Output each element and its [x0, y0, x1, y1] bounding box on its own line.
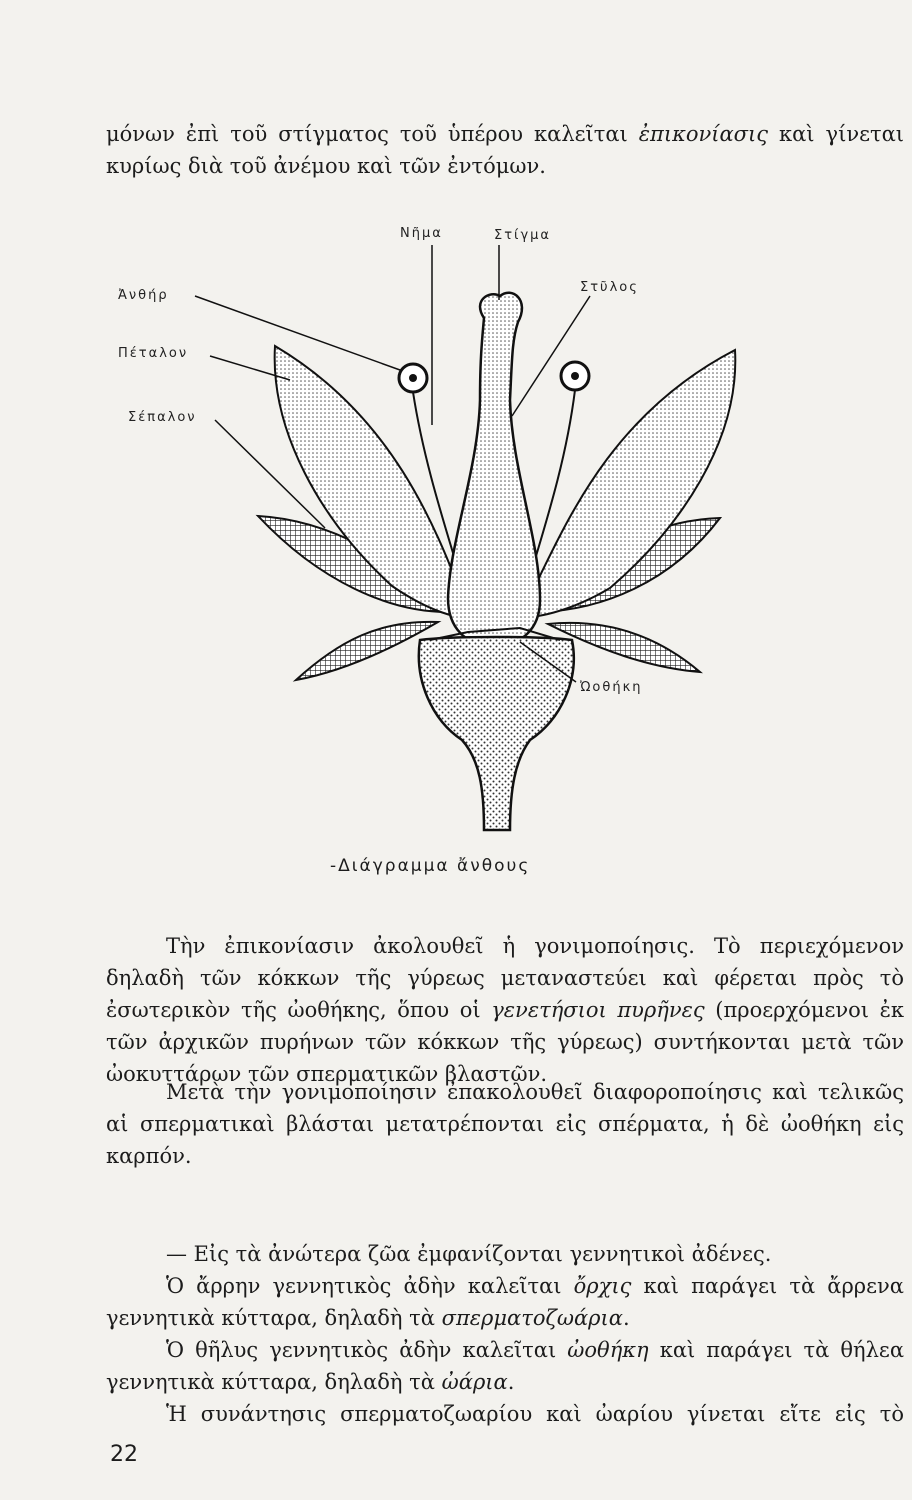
figure-caption: -Διάγραμμα ἄνθους — [330, 856, 531, 876]
label-nema: Νῆμα — [400, 226, 443, 241]
text-run: Ὁ ἄρρην γεννητικὸς ἀδὴν καλεῖται — [166, 1274, 574, 1298]
label-sepalon: Σέπαλον — [128, 410, 197, 425]
label-petalon: Πέταλον — [118, 346, 189, 361]
paragraph-female-gland — [106, 1334, 904, 1398]
paragraph-differentiation: Μετὰ τὴν γονιμοποίησιν ἐπακολουθεῖ διαφοροποίησις καὶ τελικῶς αἱ σπερματικαὶ βλάσται μετατρέπονται εἰς σπέρματα, ἡ δὲ ὠοθήκη εἰς καρπόν. — [106, 1080, 904, 1168]
text-run: . — [507, 1370, 515, 1394]
term-epikoniasis: ἐπικονίασις — [638, 122, 769, 146]
text-run: μόνων ἐπὶ τοῦ στίγματος τοῦ ὑπέρου καλεῖται — [106, 122, 639, 146]
label-oothiki: Ὠοθήκη — [580, 680, 643, 695]
term-ova: ὠάρια — [441, 1370, 508, 1394]
label-stigma: Στίγμα — [494, 228, 551, 243]
term-spermatozoa: σπερματοζωάρια — [441, 1306, 623, 1330]
term-genetic-nuclei: γενετήσιοι πυρῆνες — [491, 998, 705, 1022]
paragraph-male-gland — [106, 1270, 904, 1334]
label-stylos: Στῦλος — [580, 280, 639, 295]
text-run: . — [622, 1306, 630, 1330]
text-run: Ὁ θῆλυς γεννητικὸς ἀδὴν καλεῖται — [166, 1338, 568, 1362]
sepal-far-left — [296, 622, 438, 680]
text-run: καὶ παράγει τὰ ἄρρενα γεννητικὰ κύτταρα, δηλαδὴ τὰ — [106, 1274, 904, 1330]
term-oothiki: ὠοθήκη — [567, 1338, 649, 1362]
page-number: 22 — [110, 1442, 138, 1467]
text-run: (προερχόμενοι ἐκ τῶν ἀρχικῶν πυρήνων τῶν κόκκων τῆς γύρεως) συντήκονται μετὰ τῶν ὠοκυττάρων τῶν σπερματικῶν βλαστῶν. — [106, 998, 905, 1086]
top-paragraph-line2: κυρίως διὰ τοῦ ἀνέμου καὶ τῶν ἐντόμων. — [106, 154, 546, 178]
text-run: καὶ παράγει τὰ θήλεα γεννητικὰ κύτταρα, δηλαδὴ τὰ — [106, 1338, 904, 1394]
paragraph-fertilization — [106, 930, 904, 1090]
text-run: καὶ γίνεται — [768, 122, 904, 146]
label-anther: Ἀνθήρ — [118, 288, 169, 303]
receptacle — [419, 637, 574, 830]
paragraph-glands: — Εἰς τὰ ἀνώτερα ζῶα ἐμφανίζονται γεννητικοὶ ἀδένες. — [166, 1242, 772, 1266]
text-run: Τὴν ἐπικονίασιν ἀκολουθεῖ ἡ γονιμοποίησις. Τὸ περιεχόμενον δηλαδὴ τῶν κόκκων τῆς γύρεως μεταναστεύει καὶ φέρεται πρὸς τὸ ἐσωτερικὸν τῆς ὠοθήκης, ὅπου οἱ — [106, 934, 904, 1022]
paragraph-meeting: Ἡ συνάντησις σπερματοζωαρίου καὶ ὠαρίου γίνεται εἴτε εἰς τὸ — [166, 1402, 904, 1426]
term-orchis: ὄρχις — [573, 1274, 632, 1298]
pistil — [448, 293, 540, 646]
